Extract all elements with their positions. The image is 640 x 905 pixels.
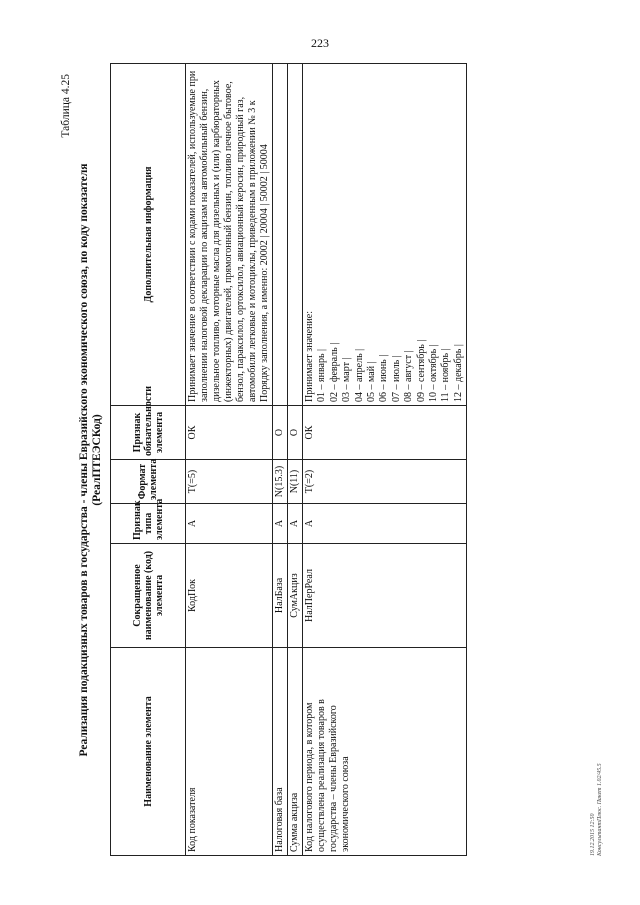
table-row — [273, 64, 288, 856]
cell-code: СумАкциз — [288, 544, 303, 648]
header-format: Формат элемента — [111, 460, 186, 504]
page-number: 223 — [311, 36, 329, 50]
header-type: Признак типа элемента — [111, 504, 186, 544]
cell-name: Код показателя — [186, 648, 273, 856]
header-name: Наименование элемента — [111, 648, 186, 856]
cell-type: А — [273, 504, 288, 544]
footer-line2: КонсультантПлюс. Пакет 1.02/45.5 — [597, 763, 603, 856]
table-title-line1: Реализация подакцизных товаров в государства - члены Евразийского экономического союза, по коду показателя — [78, 163, 90, 757]
cell-type: А — [186, 504, 273, 544]
month-item: 09 – сентябрь | — [415, 339, 427, 402]
cell-info: Принимает значение в соответствии с кодами показателей, используемые при заполнении налоговой декларации по акцизам на автомобильный бензин, дизельное топливо, моторные масла для дизельных и (или) карбюраторных (инжекторных) двигателей, прямогонный бензин, топливо печное бытовое, бензол, параксилол, ортоксилол, авиационный керосин, природный газ, автомобили легковые и мотоциклы, приведенным в приложении № 3 к Порядку заполнения, а именно: 20002 | 20004 | 50002 | 50004 — [186, 64, 273, 406]
table-row — [288, 64, 303, 856]
month-item: 01 – январь | — [316, 348, 328, 402]
cell-format: T(=2) — [303, 460, 467, 504]
month-item: 04 – апрель | — [353, 348, 365, 402]
month-item: 07 – июль | — [390, 355, 402, 402]
cell-info — [288, 64, 303, 406]
month-item: 05 – май | — [366, 361, 378, 402]
cell-code: НалБаза — [273, 544, 288, 648]
cell-info — [273, 64, 288, 406]
cell-required: ОК — [303, 406, 467, 460]
cell-format: T(=5) — [186, 460, 273, 504]
header-info: Дополнительная информация — [111, 64, 186, 406]
cell-required: О — [288, 406, 303, 460]
page-footer — [590, 763, 604, 856]
table-row — [186, 64, 273, 856]
header-row — [111, 64, 186, 856]
cell-info — [303, 64, 467, 406]
table-number: Таблица 4.25 — [60, 74, 72, 138]
cell-name: Сумма акциза — [288, 648, 303, 856]
header-code: Сокращенное наименование (код) элемента — [111, 544, 186, 648]
cell-code: НалПерРеал — [303, 544, 467, 648]
cell-format: N(11) — [288, 460, 303, 504]
month-item: 06 – июнь | — [378, 354, 390, 402]
month-item: 03 – март | — [341, 357, 353, 402]
cell-required: О — [273, 406, 288, 460]
rotated-sheet — [30, 40, 610, 880]
header-required: Признак обязательности элемента — [111, 406, 186, 460]
cell-name: Код налогового периода, в котором осуществлена реализация товаров в государства – члены Евразийского экономического союза — [303, 648, 467, 856]
cell-type: А — [288, 504, 303, 544]
table-row — [303, 64, 467, 856]
cell-type: А — [303, 504, 467, 544]
info-label: Принимает значение: — [304, 310, 315, 402]
month-item: 10 – октябрь | — [428, 344, 440, 402]
cell-name: Налоговая база — [273, 648, 288, 856]
month-item: 02 – февраль | — [328, 342, 340, 402]
month-item: 08 – август | — [403, 350, 415, 402]
element-table — [110, 63, 467, 856]
cell-format: N(15.3) — [273, 460, 288, 504]
month-item: 12 – декабрь | — [452, 344, 464, 402]
cell-required: ОК — [186, 406, 273, 460]
month-item: 11 – ноябрь | — [440, 348, 452, 402]
table-title-line2: (РеалПТЕЭСКод) — [91, 414, 103, 506]
cell-code: КодПок — [186, 544, 273, 648]
table-title — [78, 40, 104, 880]
footer-line1: 19.12.2015 12:50 — [590, 813, 596, 856]
